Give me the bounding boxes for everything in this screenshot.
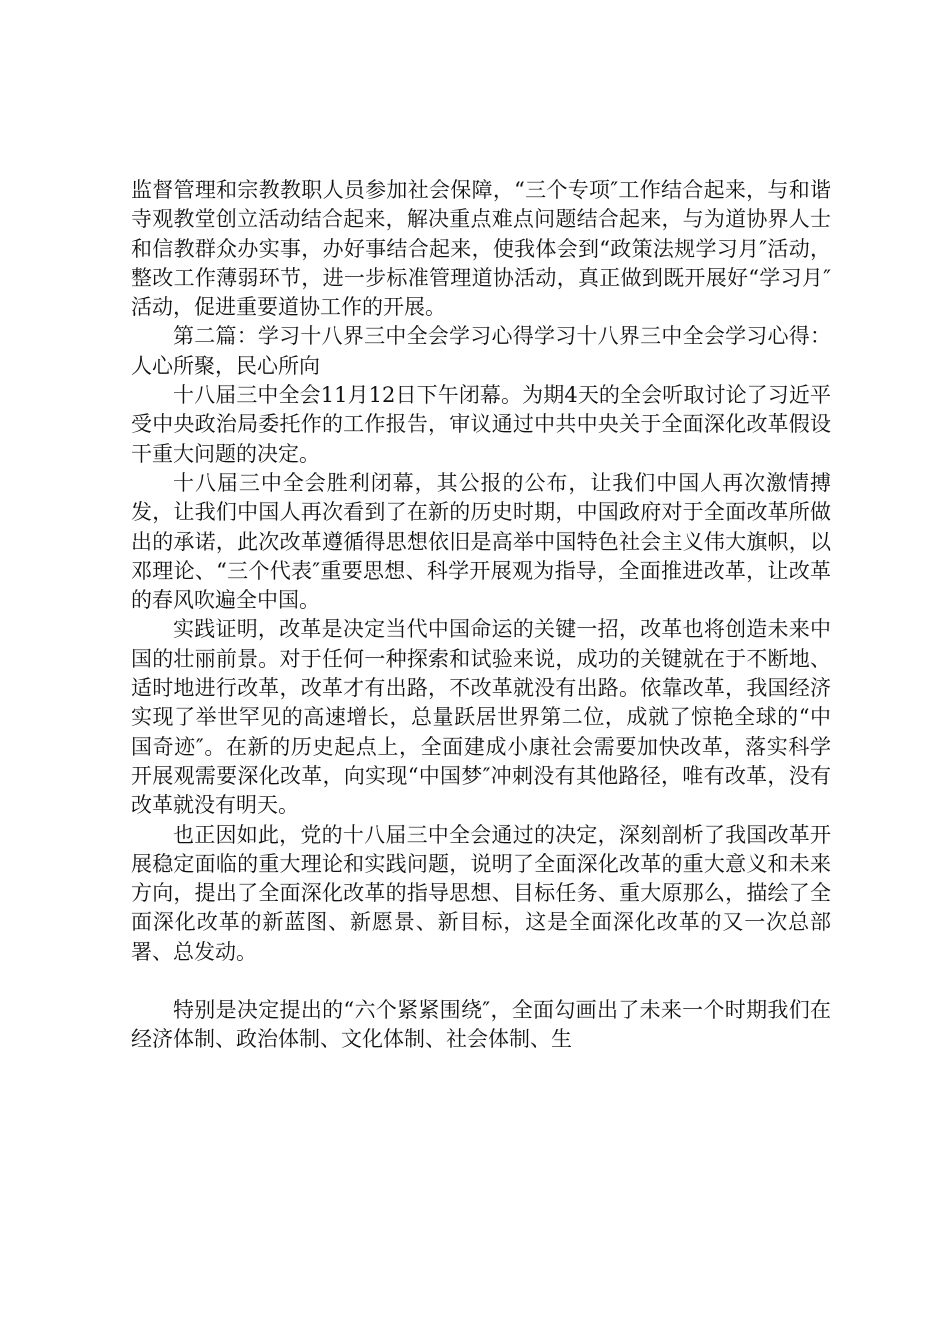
paragraph: 实践证明，改革是决定当代中国命运的关键一招，改革也将创造未来中国的壮丽前景。对于任何一种探索和试验来说，成功的关键就在于不断地、适时地进行改革，改革才有出路，不改革就没有出路。依靠改革，我国经济实现了举世罕见的高速增长，总量跃居世界第二位，成就了惊艳全球的“中国奇迹″。在新的历史起点上，全面建成小康社会需要加快改革，落实科学开展观需要深化改革，向实现“中国梦″冲刺没有其他路径，唯有改革，没有改革就没有明天。 bbox=[131, 617, 831, 818]
section-heading: 第二篇：学习十八界三中全会学习心得学习十八界三中全会学习心得：人心所聚，民心所向 bbox=[131, 324, 831, 378]
paragraph: 也正因如此，党的十八届三中全会通过的决定，深刻剖析了我国改革开展稳定面临的重大理论和实践问题，说明了全面深化改革的重大意义和未来方向，提出了全面深化改革的指导思想、目标任务、重大原那么，描绘了全面深化改革的新蓝图、新愿景、新目标，这是全面深化改革的又一次总部署、总发动。 bbox=[131, 822, 831, 964]
paragraph: 十八届三中全会胜利闭幕，其公报的公布，让我们中国人再次激情搏发，让我们中国人再次看到了在新的历史时期，中国政府对于全面改革所做出的承诺，此次改革遵循得思想依旧是高举中国特色社会主义伟大旗帜，以邓理论、“三个代表″重要思想、科学开展观为指导，全面推进改革，让改革的春风吹遍全中国。 bbox=[131, 470, 831, 613]
document-body bbox=[131, 176, 831, 1055]
paragraph: 十八届三中全会11月12日下午闭幕。为期4天的全会听取讨论了习近平受中央政治局委托作的工作报告，审议通过中共中央关于全面深化改革假设干重大问题的决定。 bbox=[131, 383, 831, 466]
paragraph-continuation: 监督管理和宗教教职人员参加社会保障，“三个专项″工作结合起来，与和谐寺观教堂创立活动结合起来，解决重点难点问题结合起来，与为道协界人士和信教群众办实事，办好事结合起来，使我体会到“政策法规学习月″活动，整改工作薄弱环节，进一步标准管理道协活动，真正做到既开展好“学习月″活动，促进重要道协工作的开展。 bbox=[131, 178, 831, 320]
paragraph: 特别是决定提出的“六个紧紧围绕″，全面勾画出了未来一个时期我们在经济体制、政治体制、文化体制、社会体制、生 bbox=[131, 998, 831, 1052]
